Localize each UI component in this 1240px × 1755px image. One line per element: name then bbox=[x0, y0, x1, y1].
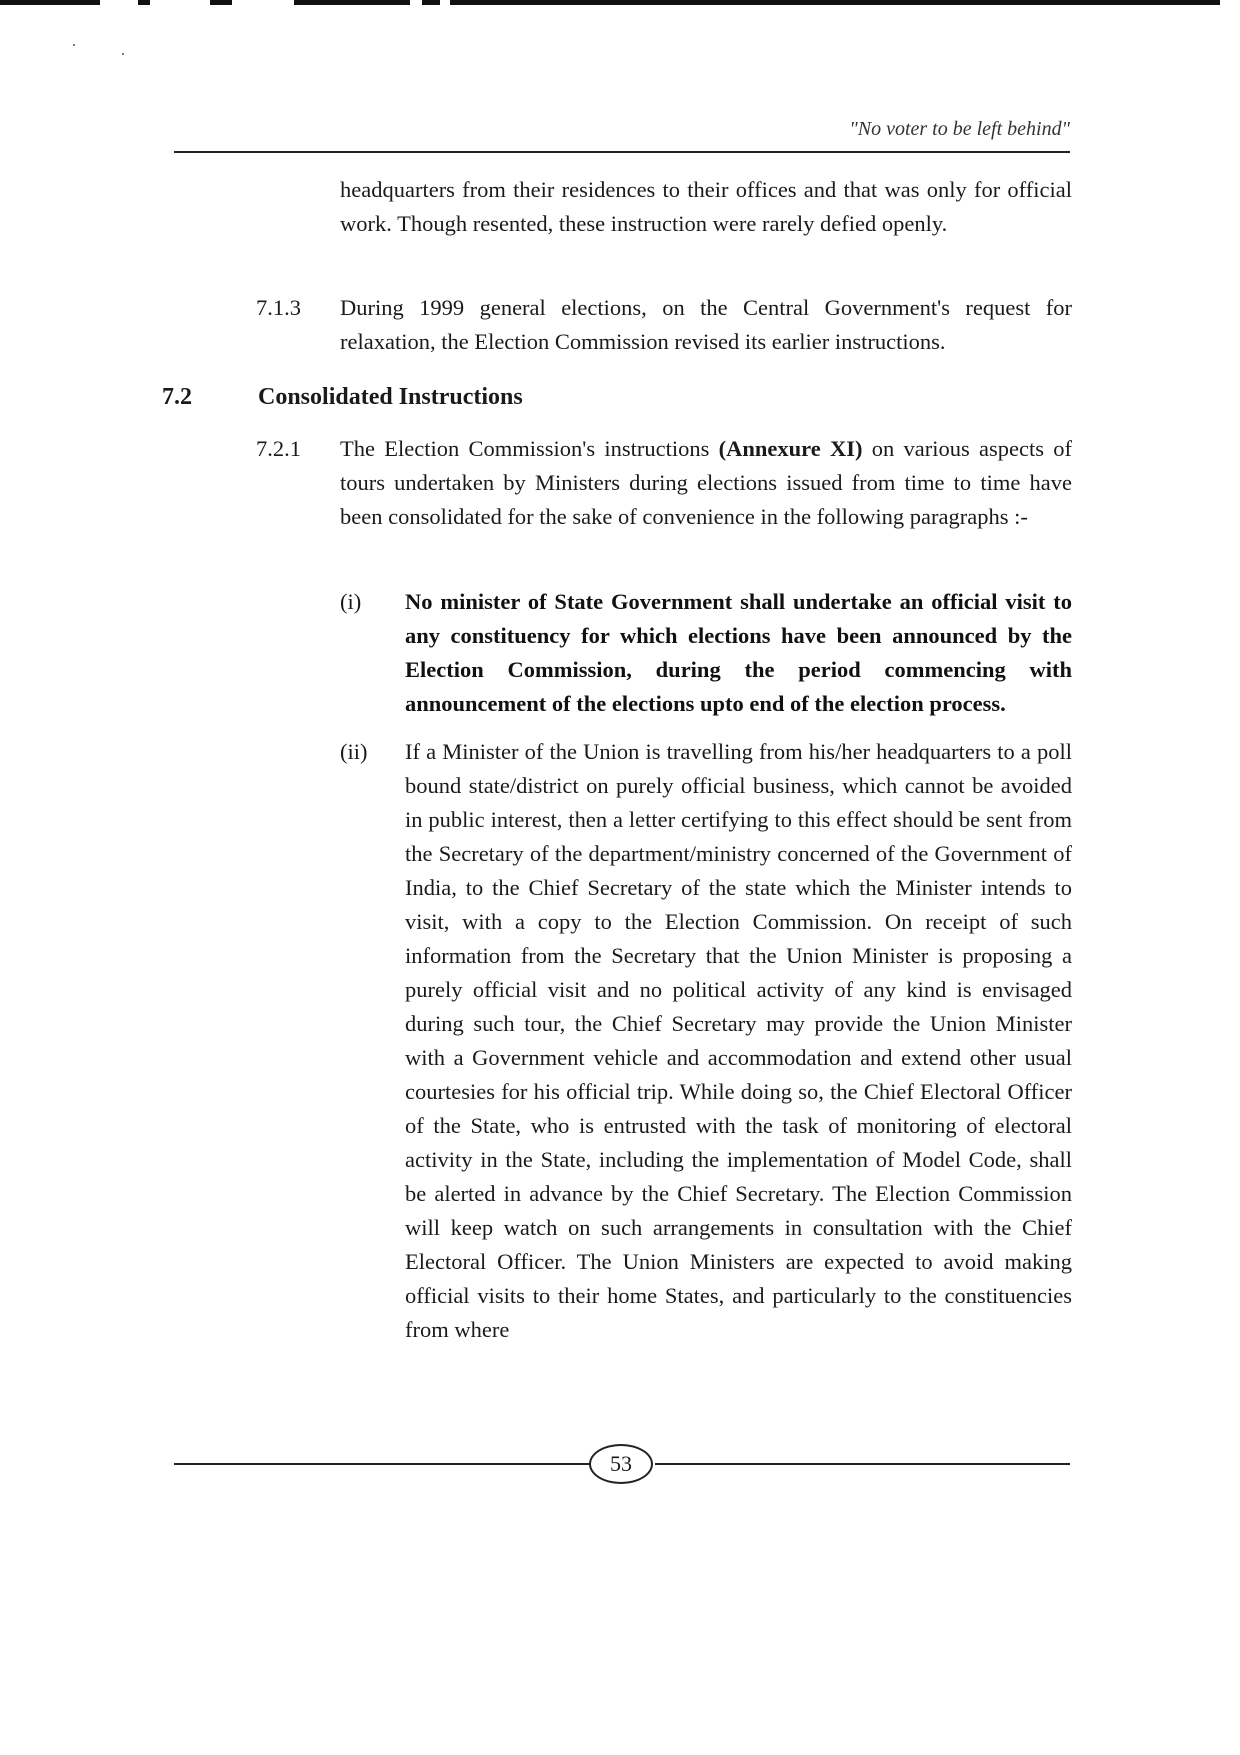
section-heading: Consolidated Instructions bbox=[258, 384, 523, 410]
paragraph-number-7-1-3: 7.1.3 bbox=[256, 295, 301, 320]
scan-gap bbox=[440, 0, 450, 5]
header-rule bbox=[174, 151, 1070, 153]
paragraph-7-1-3: During 1999 general elections, on the Central Government's request for relaxation, the Election Commission revised its earlier instructions. bbox=[340, 295, 1072, 354]
footer-rule-right bbox=[655, 1463, 1070, 1465]
running-header: "No voter to be left behind" bbox=[849, 118, 1070, 140]
scan-speck bbox=[122, 53, 124, 55]
item-number-ii: (ii) bbox=[340, 739, 368, 764]
scan-speck bbox=[73, 44, 75, 46]
annexure-reference: (Annexure XI) bbox=[718, 436, 863, 461]
item-i-text: No minister of State Government shall undertake an official visit to any constituency for which elections have been announced by the Election Commission, during the period commencing with announcement of the elections upto end of the election process. bbox=[405, 589, 1072, 716]
scan-gap bbox=[232, 0, 294, 5]
item-number-i: (i) bbox=[340, 589, 362, 614]
scan-gap bbox=[100, 0, 138, 5]
scan-gap bbox=[410, 0, 422, 5]
paragraph-7-2-1: The Election Commission's instructions (Annexure XI) on various aspects of tours undertaken by Ministers during elections issued from time to time have been consolidated for the sake of convenience in the following paragraphs :- bbox=[340, 436, 1073, 529]
section-number: 7.2 bbox=[162, 384, 192, 410]
footer-rule-left bbox=[174, 1463, 591, 1465]
paragraph-number-7-2-1: 7.2.1 bbox=[256, 436, 301, 461]
page-number: 53 bbox=[589, 1444, 653, 1484]
scan-gap bbox=[150, 0, 210, 5]
item-ii-text: If a Minister of the Union is travelling from his/her headquarters to a poll bound state/district on purely official business, which cannot be avoided in public interest, then a letter certifying to this effect should be sent from the Secretary of the department/ministry concerned of the Government of India, to the Chief Secretary of the state which the Minister intends to visit, with a copy to the Election Commission. On receipt of such information from the Secretary that the Union Minister is proposing a purely official visit and no political activity of any kind is envisaged during such tour, the Chief Secretary may provide the Union Minister with a Government vehicle and accommodation and extend other usual courtesies for his official trip. While doing so, the Chief Electoral Officer of the State, who is entrusted with the task of monitoring of electoral activity in the State, including the implementation of Model Code, shall be alerted in advance by the Chief Secretary. The Election Commission will keep watch on such arrangements in consultation with the Chief Electoral Officer. The Union Ministers are expected to avoid making official visits to their home States, and particularly to the constituencies from where bbox=[405, 739, 1072, 1342]
intro-paragraph: headquarters from their residences to their offices and that was only for official work. Though resented, these instruction were rarely defied openly. bbox=[340, 177, 1072, 236]
